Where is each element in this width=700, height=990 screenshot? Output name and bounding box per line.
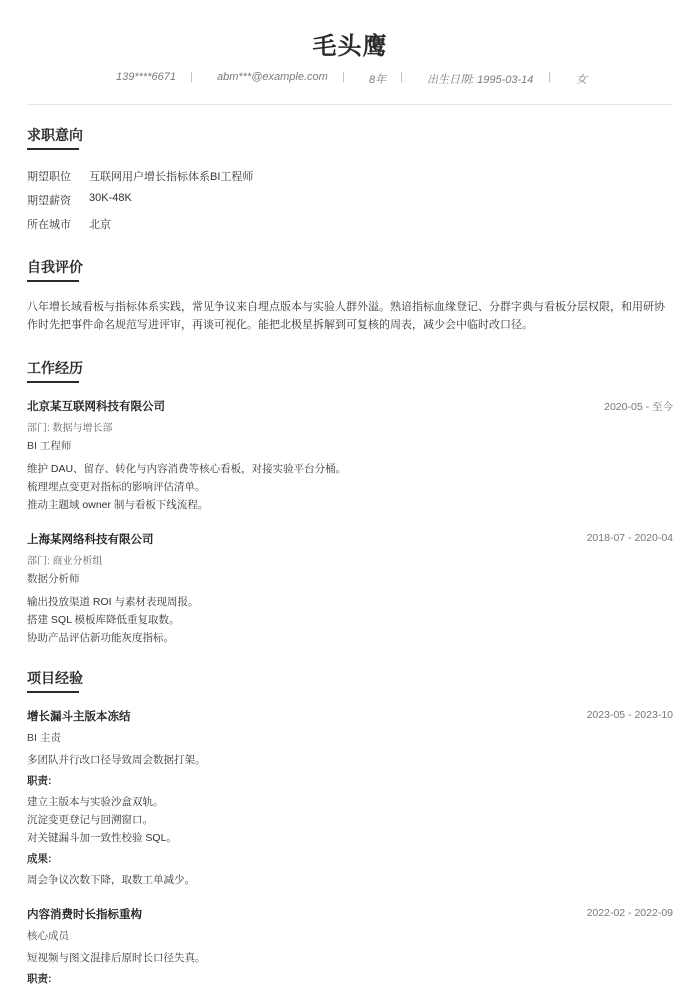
summary-text: 八年增长域看板与指标体系实践，常见争议来自埋点版本与实验人群外溢。熟谙指标血缘登记、分群字典与看板分层权限，和用研协作时先把事件命名规范写进评审，再谈可视化。能把北极星拆解到可复核的周表，减少会中临时改口径。 [27,301,665,331]
project-role: BI 主责 [27,732,61,744]
work-role: BI 工程师 [27,440,72,452]
project-description: 多团队并行改口径导致周会数据打架。 [27,754,206,766]
contact-separator: | [190,71,193,83]
intention-label: 期望职位 [27,171,71,183]
work-detail-line: 维护 DAU、留存、转化与内容消费等核心看板，对接实验平台分桶。 [27,463,347,475]
work-date: 2020-05 - 至今 [604,401,673,413]
phone-number: 139****6671 [116,71,176,83]
work-role: 数据分析师 [27,573,80,585]
work-detail-line: 梳理埋点变更对指标的影响评估清单。 [27,481,206,493]
header-divider [27,104,673,105]
section-underline [27,381,79,383]
email-address: abm***@example.com [217,71,328,83]
project-result-line: 周会争议次数下降，取数工单减少。 [27,874,195,886]
contact-separator: | [548,71,551,83]
work-date: 2018-07 - 2020-04 [586,532,673,544]
contact-row [0,71,700,87]
work-department: 部门: 数据与增长部 [27,423,113,434]
years-of-experience: 8年 [369,74,387,86]
intention-value: 互联网用户增长指标体系BI工程师 [89,171,254,183]
candidate-name: 毛头鹰 [312,33,388,60]
section-title-projects: 项目经验 [27,670,83,686]
project-role: 核心成员 [27,930,69,942]
project-duty-line: 沉淀变更登记与回溯窗口。 [27,814,153,826]
intention-value: 30K-48K [89,192,132,204]
project-name: 增长漏斗主版本冻结 [27,711,131,723]
project-date: 2022-02 - 2022-09 [586,907,673,919]
project-duties-label: 职责: [27,973,52,985]
intention-value: 北京 [89,219,111,231]
section-underline [27,280,79,282]
section-title-work: 工作经历 [27,360,83,376]
intention-label: 所在城市 [27,219,71,231]
project-results-label: 成果: [27,853,52,865]
work-detail-line: 协助产品评估新功能灰度指标。 [27,632,174,644]
section-title-intention: 求职意向 [27,127,83,143]
project-date: 2023-05 - 2023-10 [586,709,673,721]
project-duty-line: 建立主版本与实验沙盒双轨。 [27,796,164,808]
project-duty-line: 对关键漏斗加一致性校验 SQL。 [27,832,177,844]
intention-label: 期望薪资 [27,195,71,207]
contact-separator: | [342,71,345,83]
project-name: 内容消费时长指标重构 [27,909,142,921]
work-detail-line: 推动主题域 owner 制与看板下线流程。 [27,499,209,511]
section-title-summary: 自我评价 [27,259,83,275]
work-company: 北京某互联网科技有限公司 [27,401,165,413]
birth-date: 出生日期: 1995-03-14 [427,74,534,86]
work-company: 上海某网络科技有限公司 [27,534,154,546]
work-department: 部门: 商业分析组 [27,556,103,567]
project-duties-label: 职责: [27,775,52,787]
work-detail-line: 搭建 SQL 模板库降低重复取数。 [27,614,180,626]
gender: 女 [576,74,587,86]
project-description: 短视频与图文混排后原时长口径失真。 [27,952,206,964]
section-underline [27,691,79,693]
contact-separator: | [400,71,403,83]
work-detail-line: 输出投放渠道 ROI 与素材表现周报。 [27,596,199,608]
section-underline [27,148,79,150]
